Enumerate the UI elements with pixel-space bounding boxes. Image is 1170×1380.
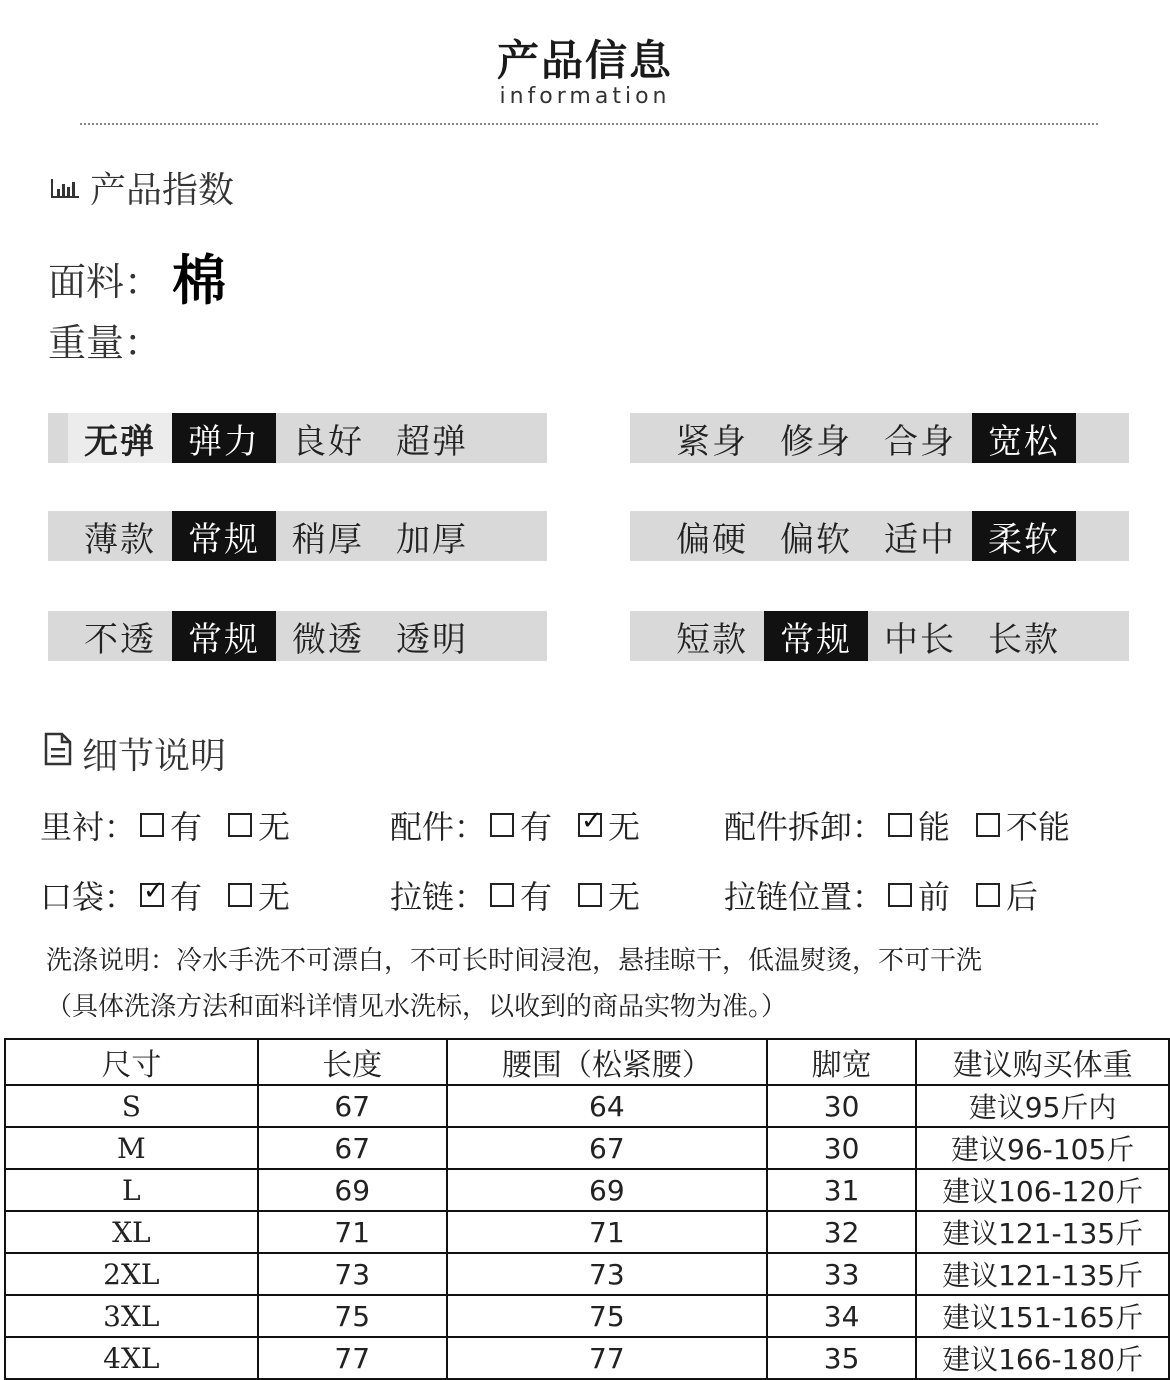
softness-scale: [630, 511, 1129, 561]
detail-label: 里衬：: [40, 808, 137, 846]
scale-option: 柔软: [972, 511, 1076, 561]
product-index-title: 产品指数: [90, 170, 235, 211]
checkbox[interactable]: [578, 813, 602, 837]
table-row: [5, 1337, 1169, 1379]
option-label: 前: [918, 878, 951, 916]
detail-item-accessory: [390, 802, 662, 848]
table-cell: 73: [447, 1253, 767, 1295]
checkbox[interactable]: [976, 883, 1000, 907]
detail-label: 配件拆卸：: [724, 808, 885, 846]
table-cell: 建议95斤内: [916, 1085, 1169, 1127]
column-header: 建议购买体重: [916, 1039, 1169, 1085]
table-cell: 3XL: [5, 1295, 258, 1337]
table-cell: 69: [258, 1169, 447, 1211]
table-cell: 75: [447, 1295, 767, 1337]
scale-option: 偏硬: [676, 519, 748, 560]
option-label: 无: [608, 808, 641, 846]
detail-label: 拉链：: [390, 878, 487, 916]
column-header: 长度: [258, 1039, 447, 1085]
checkbox[interactable]: [888, 883, 912, 907]
option-label: 无: [258, 808, 291, 846]
table-cell: 73: [258, 1253, 447, 1295]
weight-label: 重量：: [48, 321, 163, 365]
detail-label: 配件：: [390, 808, 487, 846]
thickness-scale: [48, 511, 547, 561]
option-label: 后: [1006, 878, 1039, 916]
scale-option: 中长: [884, 619, 956, 660]
table-cell: 33: [767, 1253, 916, 1295]
table-cell: 建议151-165斤: [916, 1295, 1169, 1337]
scale-option: 加厚: [396, 519, 468, 560]
wash-note: （具体洗涤方法和面料详情见水洗标，以收到的商品实物为准。）: [46, 992, 788, 1022]
scale-option: 紧身: [676, 421, 748, 462]
bar-chart-icon: [50, 167, 80, 208]
table-cell: 建议106-120斤: [916, 1169, 1169, 1211]
size-table: [4, 1038, 1170, 1380]
table-cell: 67: [447, 1127, 767, 1169]
table-cell: 71: [258, 1211, 447, 1253]
scale-option: 合身: [884, 421, 956, 462]
scale-option: 薄款: [84, 519, 156, 560]
table-cell: 35: [767, 1337, 916, 1379]
option-label: 有: [520, 878, 553, 916]
table-header-row: [5, 1039, 1169, 1085]
scale-option: 长款: [988, 619, 1060, 660]
table-cell: 32: [767, 1211, 916, 1253]
detail-title: 细节说明: [82, 736, 227, 777]
fabric-label: 面料：: [48, 260, 163, 304]
table-cell: 建议121-135斤: [916, 1211, 1169, 1253]
detail-item-accessory-removable: [724, 802, 1092, 848]
checkbox[interactable]: [490, 883, 514, 907]
scale-option: 常规: [172, 611, 276, 661]
product-index-heading: [50, 162, 234, 213]
option-label: 不能: [1006, 808, 1071, 846]
table-row: [5, 1085, 1169, 1127]
table-cell: 建议96-105斤: [916, 1127, 1169, 1169]
option-label: 无: [608, 878, 641, 916]
table-row: [5, 1295, 1169, 1337]
table-cell: 71: [447, 1211, 767, 1253]
scale-option: 短款: [676, 619, 748, 660]
detail-heading: [44, 728, 226, 779]
length-scale: [630, 611, 1129, 661]
table-cell: 75: [258, 1295, 447, 1337]
table-cell: XL: [5, 1211, 258, 1253]
column-header: 尺寸: [5, 1039, 258, 1085]
checkbox[interactable]: [140, 813, 164, 837]
fabric-row: [48, 238, 226, 315]
table-cell: 64: [447, 1085, 767, 1127]
wash-instructions: 洗涤说明：冷水手洗不可漂白，不可长时间浸泡，悬挂晾干，低温熨烫，不可干洗: [46, 946, 983, 976]
page-title: 产品信息: [496, 36, 673, 85]
checkbox[interactable]: [976, 813, 1000, 837]
detail-item-zipper: [390, 872, 662, 918]
table-row: [5, 1127, 1169, 1169]
option-label: 能: [918, 808, 951, 846]
table-cell: 建议121-135斤: [916, 1253, 1169, 1295]
document-icon: [44, 732, 72, 775]
scale-option: 稍厚: [292, 519, 364, 560]
option-label: 有: [170, 878, 203, 916]
fit-scale: [630, 413, 1129, 463]
column-header: 脚宽: [767, 1039, 916, 1085]
table-cell: 30: [767, 1127, 916, 1169]
scale-option: 不透: [84, 619, 156, 660]
table-row: [5, 1253, 1169, 1295]
table-cell: 31: [767, 1169, 916, 1211]
scale-option: 无弹: [68, 413, 172, 463]
scale-option: 适中: [884, 519, 956, 560]
checkbox[interactable]: [228, 813, 252, 837]
option-label: 有: [170, 808, 203, 846]
table-cell: M: [5, 1127, 258, 1169]
table-cell: S: [5, 1085, 258, 1127]
detail-label: 口袋：: [40, 878, 137, 916]
detail-label: 拉链位置：: [724, 878, 885, 916]
scale-option: 修身: [780, 421, 852, 462]
title-divider: [80, 123, 1098, 125]
table-cell: 2XL: [5, 1253, 258, 1295]
elasticity-scale: [48, 413, 547, 463]
table-cell: 69: [447, 1169, 767, 1211]
checkbox[interactable]: [578, 883, 602, 907]
table-cell: 77: [447, 1337, 767, 1379]
scale-option: 良好: [292, 421, 364, 462]
table-cell: 4XL: [5, 1337, 258, 1379]
table-cell: 67: [258, 1085, 447, 1127]
transparency-scale: [48, 611, 547, 661]
table-cell: 建议166-180斤: [916, 1337, 1169, 1379]
table-cell: 34: [767, 1295, 916, 1337]
checkbox[interactable]: [490, 813, 514, 837]
table-row: [5, 1211, 1169, 1253]
scale-option: 常规: [172, 511, 276, 561]
scale-option: 常规: [764, 611, 868, 661]
table-cell: L: [5, 1169, 258, 1211]
scale-option: 超弹: [396, 421, 468, 462]
checkbox[interactable]: [888, 813, 912, 837]
page-subtitle: information: [499, 84, 671, 109]
table-cell: 77: [258, 1337, 447, 1379]
table-row: [5, 1169, 1169, 1211]
scale-option: 微透: [292, 619, 364, 660]
detail-item-lining: [40, 802, 312, 848]
fabric-value: 棉: [172, 249, 227, 312]
detail-item-zipper-position: [724, 872, 1060, 918]
scale-option: 宽松: [972, 413, 1076, 463]
option-label: 无: [258, 878, 291, 916]
option-label: 有: [520, 808, 553, 846]
detail-item-pocket: [40, 872, 312, 918]
scale-option: 透明: [396, 619, 468, 660]
checkbox[interactable]: [228, 883, 252, 907]
scale-option: 偏软: [780, 519, 852, 560]
table-cell: 67: [258, 1127, 447, 1169]
scale-option: 弹力: [172, 413, 276, 463]
column-header: 腰围（松紧腰）: [447, 1039, 767, 1085]
table-cell: 30: [767, 1085, 916, 1127]
checkbox[interactable]: [140, 883, 164, 907]
